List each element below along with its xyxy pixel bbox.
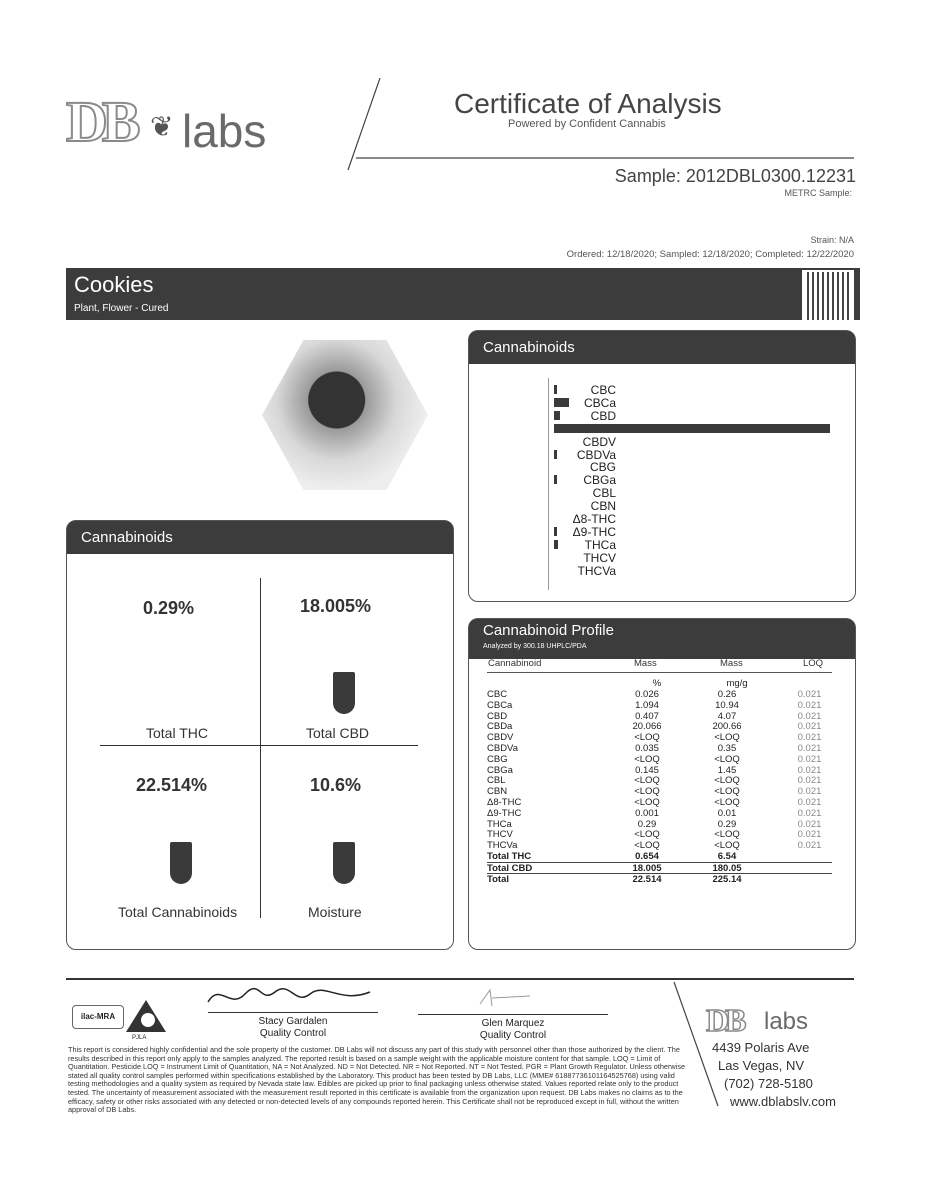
table-cell: 0.021	[797, 840, 822, 852]
table-cell: 200.66	[712, 721, 742, 733]
profile-subtitle: Analyzed by 300.18 UHPLC/PDA	[483, 643, 587, 650]
table-cell: Total CBD	[487, 862, 533, 874]
table-cell: 10.94	[715, 699, 739, 711]
table-cell: 0.026	[635, 689, 659, 700]
table-cell: 22.514	[632, 873, 662, 885]
table-cell: 0.021	[797, 786, 822, 798]
table-cell: CBDa	[487, 721, 513, 733]
total-cannabinoids-label: Total Cannabinoids	[118, 904, 238, 920]
table-cell: 1.45	[717, 764, 737, 776]
signature-line-1	[208, 1012, 378, 1013]
chart-bar-cbda	[554, 424, 830, 433]
table-cell: 0.021	[797, 753, 822, 765]
dates: Ordered: 12/18/2020; Sampled: 12/18/2020; Completed: 12/22/2020	[566, 249, 854, 260]
total-cannabinoids-vial-icon	[170, 842, 192, 884]
table-cell: <LOQ	[714, 797, 740, 808]
chart-category-label: CBC	[590, 383, 616, 397]
table-cell: CBDVa	[487, 743, 518, 754]
table-row	[487, 754, 832, 765]
table-row	[487, 797, 832, 808]
table-cell: 0.407	[635, 710, 659, 722]
table-cell: <LOQ	[634, 732, 660, 744]
table-cell: 0.29	[717, 818, 737, 830]
chart-bar-cbga	[554, 475, 557, 484]
table-row	[487, 819, 832, 830]
table-row	[487, 689, 832, 700]
chart-category-label: CBG	[589, 460, 616, 475]
unit-mgg: mg/g	[726, 678, 748, 689]
chart-category-label: THCVa	[577, 563, 616, 578]
col-header-cannabinoid: Cannabinoid	[488, 658, 542, 669]
table-cell: 0.01	[717, 807, 737, 819]
chart-category-label: CBCa	[583, 395, 616, 410]
total-row	[487, 851, 832, 862]
chart-category-label: CBGa	[583, 473, 616, 488]
table-cell: 0.654	[635, 851, 659, 862]
total-cbd-label: Total CBD	[306, 725, 370, 741]
table-row	[487, 732, 832, 743]
chart-bar-cbca	[554, 398, 569, 407]
chart-category-label: CBDV	[582, 434, 616, 449]
table-cell: 0.021	[797, 829, 822, 841]
table-cell: 0.021	[797, 764, 822, 776]
table-cell: CBGa	[487, 764, 513, 776]
table-cell: 0.021	[797, 699, 822, 711]
col-header-mass-pct: Mass	[634, 658, 657, 669]
chart-bar-cbdva	[554, 450, 557, 459]
sig1-name: Stacy Gardalen	[258, 1016, 328, 1027]
table-cell: <LOQ	[714, 753, 740, 765]
page-subtitle: Powered by Confident Cannabis	[508, 118, 666, 130]
signature-stacy	[200, 982, 380, 1012]
table-row	[487, 765, 832, 776]
strain: Strain: N/A	[810, 235, 854, 245]
sig2-role: Quality Control	[479, 1030, 547, 1041]
table-cell: 0.001	[635, 807, 659, 819]
table-row	[487, 743, 832, 754]
table-cell: 0.29	[637, 818, 657, 830]
table-cell: 180.05	[712, 862, 742, 874]
chart-category-label: CBN	[590, 499, 616, 514]
table-cell: 0.021	[797, 807, 822, 819]
address-line-1: 4439 Polaris Ave	[712, 1040, 810, 1055]
chart-bar-cbd	[554, 411, 560, 420]
table-cell: 20.066	[632, 721, 662, 733]
total-thc-value: 0.29%	[143, 598, 195, 618]
moisture-vial-icon	[333, 842, 355, 884]
footer-rule	[66, 978, 854, 980]
table-cell: THCa	[487, 818, 512, 830]
table-cell: 0.021	[797, 797, 822, 808]
table-cell: THCV	[487, 829, 513, 841]
table-row	[487, 829, 832, 840]
table-cell: Total	[487, 873, 509, 885]
summary-divider-v	[260, 578, 261, 918]
table-cell: 18.005	[632, 862, 662, 874]
table-cell: 4.07	[717, 710, 737, 722]
table-cell: <LOQ	[634, 753, 660, 765]
table-cell: 0.035	[635, 743, 659, 754]
product-header	[66, 268, 860, 320]
chart-category-label: THCa	[584, 537, 616, 552]
table-cell: CBN	[487, 786, 508, 798]
unit-pct: %	[652, 678, 662, 689]
table-row	[487, 721, 832, 732]
metrc-sample: METRC Sample:	[784, 188, 852, 198]
table-cell: <LOQ	[714, 732, 740, 744]
summary-divider-h	[100, 745, 418, 746]
signature-line-2	[418, 1014, 608, 1015]
total-cannabinoids-value: 22.514%	[136, 775, 208, 795]
profile-header	[469, 619, 855, 659]
table-cell: <LOQ	[714, 786, 740, 798]
table-cell: 0.35	[717, 743, 737, 754]
table-cell: 6.54	[717, 851, 737, 862]
chart-title: Cannabinoids	[469, 331, 855, 364]
table-cell: 0.021	[797, 689, 822, 700]
table-cell: <LOQ	[634, 840, 660, 852]
table-cell: Δ8-THC	[487, 797, 522, 808]
table-cell: Total THC	[487, 851, 532, 862]
pjla-logo-icon	[124, 998, 168, 1036]
table-cell: 0.145	[635, 764, 659, 776]
ilac-badge: ilac-MRA	[72, 1005, 124, 1029]
total-cbd-vial-icon	[333, 672, 355, 714]
cannabinoids-chart-panel	[468, 330, 856, 602]
table-cell: 0.021	[797, 710, 822, 722]
chart-category-label: THCV	[583, 550, 616, 565]
table-cell: Δ9-THC	[487, 807, 522, 819]
chart-category-label: Δ8-THC	[572, 512, 616, 526]
col-header-mass-mg: Mass	[720, 658, 743, 669]
table-row	[487, 700, 832, 711]
table-cell: CBD	[487, 710, 508, 722]
table-cell: THCVa	[487, 840, 518, 852]
product-type: Plant, Flower - Cured	[74, 303, 169, 314]
chart-bar-δ9-thc	[554, 527, 557, 536]
table-cell: <LOQ	[714, 775, 740, 787]
table-cell: <LOQ	[634, 786, 660, 798]
chart-category-label: CBD	[590, 408, 616, 423]
address-line-2: Las Vegas, NV	[718, 1058, 804, 1073]
table-cell: 0.021	[797, 743, 822, 754]
table-cell: CBCa	[487, 699, 513, 711]
product-name: Cookies	[74, 272, 154, 297]
moisture-value: 10.6%	[310, 775, 362, 795]
table-cell: CBDV	[487, 732, 514, 744]
chart-axis	[548, 378, 549, 590]
sample-id: Sample: 2012DBL0300.12231	[614, 166, 856, 186]
chart-category-label: CBL	[592, 486, 616, 501]
leaf-icon: ❦	[150, 111, 174, 142]
table-cell: 0.021	[797, 721, 822, 733]
col-header-loq: LOQ	[803, 658, 824, 669]
table-cell: 0.26	[717, 689, 737, 700]
table-cell: 0.021	[797, 818, 822, 830]
pjla-label: PJLA	[132, 1035, 147, 1041]
table-cell: <LOQ	[634, 797, 660, 808]
footer-logo-db: DB	[706, 1002, 743, 1038]
table-cell: 225.14	[712, 873, 742, 885]
disclaimer: This report is considered highly confidential and the sole property of the customer. DB Labs will not discuss any part of this study with personnel other than those authorized by the client. The results described in this report only apply to the samples analyzed. The reported result is based on a sample weight with the applicable moisture content for that sample. LOQ = Limit of Quantitation. Pesticide LOQ = Instrument Limit of Quantitation, NA = Not Analyzed. ND = Not Detected. NR = Not Reported. NT = Not Tested. PGR = Plant Growth Regulator. Unless otherwise stated all quality control samples performed within specifications established by the Laboratory. This product has been tested by DB Labs, LLC (MME# 61887736101164525768) using valid testing methodologies and a quality system as required by Nevada state law. Edibles are picked up prior to final packaging unless otherwise stated. Values reported relate only to the product tested. The uncertainty of measurement associated with the measurement result reported in this certificate is available from the organization upon request. DB Labs makes no claims as to the efficacy, safety or other risks associated with any detected or non-detected levels of any compounds reported herein. This Certificate shall not be reproduced except in full, without the written approval of DB Labs.	[68, 1045, 686, 1115]
table-cell: CBL	[487, 775, 506, 787]
table-cell: CBG	[487, 753, 508, 765]
total-row	[487, 873, 832, 885]
table-cell: 1.094	[635, 699, 659, 711]
profile-title: Cannabinoid Profile	[483, 622, 614, 639]
page-title: Certificate of Analysis	[454, 88, 722, 119]
profile-header-rule	[487, 672, 832, 673]
table-row	[487, 840, 832, 851]
table-row	[487, 711, 832, 722]
table-cell: CBC	[487, 689, 508, 700]
signature-glen	[470, 986, 550, 1010]
total-thc-label: Total THC	[146, 725, 208, 741]
logo-db-mark: DB	[66, 89, 135, 154]
table-cell: 0.021	[797, 775, 822, 787]
table-row	[487, 808, 832, 819]
table-cell: <LOQ	[714, 840, 740, 852]
summary-title: Cannabinoids	[67, 521, 453, 554]
chart-bar-cbc	[554, 385, 557, 394]
product-photo	[262, 340, 428, 490]
qr-code-icon[interactable]	[802, 270, 854, 322]
logo-labs-text: labs	[182, 105, 267, 157]
sig2-name: Glen Marquez	[481, 1018, 545, 1029]
table-cell: <LOQ	[634, 775, 660, 787]
moisture-label: Moisture	[308, 904, 362, 920]
footer-logo-labs: labs	[764, 1008, 809, 1035]
table-row	[487, 786, 832, 797]
sig1-role: Quality Control	[259, 1028, 327, 1039]
table-row	[487, 775, 832, 786]
chart-bar-thca	[554, 540, 558, 549]
table-cell: <LOQ	[634, 829, 660, 841]
table-cell: <LOQ	[714, 829, 740, 841]
table-cell: 0.021	[797, 732, 822, 744]
chart-category-label: CBDVa	[576, 447, 616, 462]
website-link[interactable]: www.dblabslv.com	[730, 1094, 836, 1109]
total-cbd-value: 18.005%	[300, 596, 372, 616]
phone: (702) 728-5180	[724, 1076, 813, 1091]
chart-category-label: Δ9-THC	[572, 524, 616, 539]
